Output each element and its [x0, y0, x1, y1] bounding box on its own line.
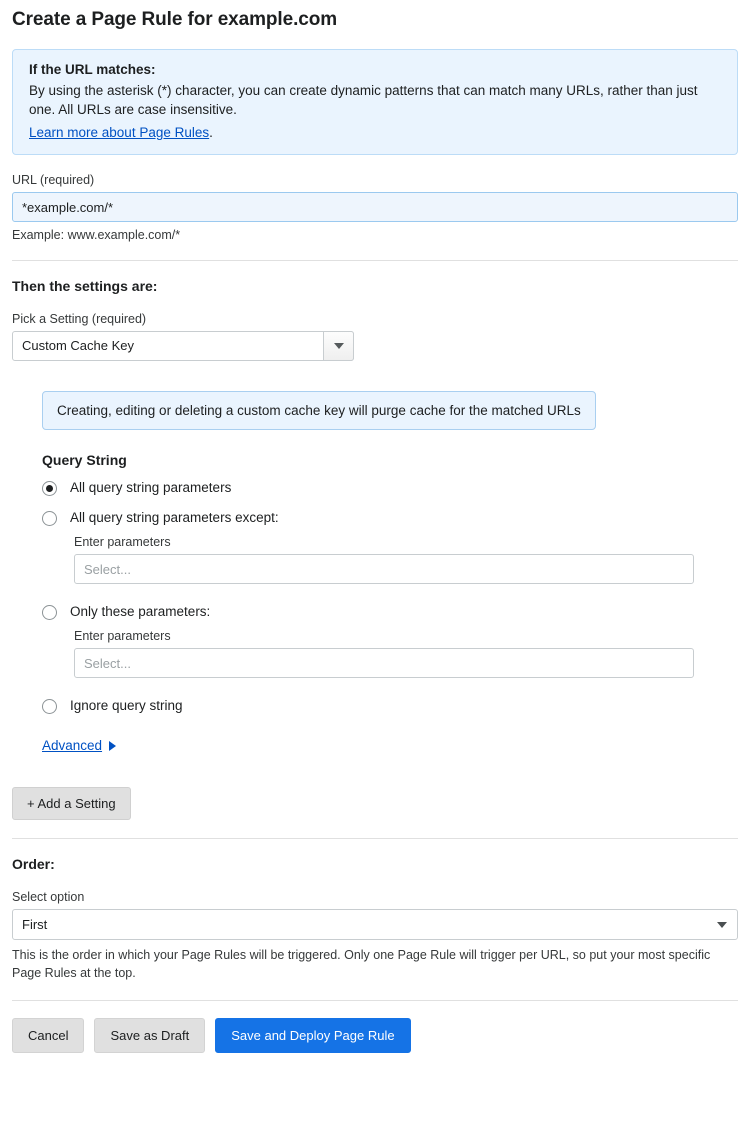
callout-text: By using the asterisk (*) character, you can create dynamic patterns that can match many URLs, rather than just one. All URLs are case insensitive.: [29, 83, 698, 117]
form-actions: [12, 1018, 738, 1053]
save-deploy-button[interactable]: Save and Deploy Page Rule: [215, 1018, 410, 1053]
save-draft-button[interactable]: Save as Draft: [94, 1018, 205, 1053]
radio-icon-ignore-query-string[interactable]: [42, 699, 57, 714]
radio-only-these-params[interactable]: [42, 604, 738, 620]
query-string-heading: Query String: [42, 452, 127, 468]
order-select-label: Select option: [12, 890, 85, 904]
order-select[interactable]: [12, 909, 738, 940]
callout-link-suffix: .: [209, 125, 213, 140]
advanced-toggle[interactable]: [42, 738, 738, 753]
divider-order: [12, 838, 738, 839]
url-match-callout: [12, 49, 738, 155]
radio-ignore-query-string[interactable]: [42, 698, 738, 714]
callout-heading: If the URL matches:: [29, 62, 156, 77]
add-setting-button[interactable]: + Add a Setting: [12, 787, 131, 820]
except-params-block: [74, 535, 738, 584]
radio-label-all-params: All query string parameters: [70, 480, 232, 495]
settings-heading: Then the settings are:: [12, 278, 158, 294]
setting-picker-label: Pick a Setting (required): [12, 312, 147, 326]
order-select-value[interactable]: First: [12, 909, 738, 940]
radio-all-query-string-parameters[interactable]: [42, 480, 738, 496]
divider-settings: [12, 260, 738, 261]
radio-label-all-params-except: All query string parameters except:: [70, 510, 279, 525]
custom-cache-key-settings: [42, 391, 738, 753]
setting-picker-value[interactable]: Custom Cache Key: [12, 331, 354, 361]
only-these-params-label: Enter parameters: [74, 629, 171, 643]
url-help-text: Example: www.example.com/*: [12, 228, 181, 242]
only-these-params-input[interactable]: [74, 648, 694, 678]
chevron-right-icon: [109, 741, 116, 751]
advanced-link[interactable]: Advanced: [42, 738, 103, 753]
order-help-text: This is the order in which your Page Rules will be triggered. Only one Page Rule will trigger per URL, so put your most specific Page Rules at the top.: [12, 948, 711, 980]
url-input[interactable]: [12, 192, 738, 222]
only-these-params-block: [74, 629, 738, 678]
chevron-down-icon: [334, 343, 344, 349]
order-heading: Order:: [12, 856, 55, 872]
radio-label-ignore-query-string: Ignore query string: [70, 698, 183, 713]
learn-more-link[interactable]: Learn more about Page Rules: [29, 125, 210, 140]
page-title: Create a Page Rule for example.com: [12, 9, 338, 30]
except-params-input[interactable]: [74, 554, 694, 584]
cancel-button[interactable]: Cancel: [12, 1018, 84, 1053]
radio-icon-only-these-params[interactable]: [42, 605, 57, 620]
purge-cache-note: Creating, editing or deleting a custom cache key will purge cache for the matched URLs: [42, 391, 596, 430]
radio-icon-all-params-except[interactable]: [42, 511, 57, 526]
setting-picker[interactable]: [12, 331, 354, 361]
page-rule-form: [0, 9, 750, 1139]
radio-icon-all-params[interactable]: [42, 481, 57, 496]
url-field-label: URL (required): [12, 173, 95, 187]
divider-footer: [12, 1000, 738, 1001]
chevron-down-icon: [717, 922, 727, 928]
except-params-label: Enter parameters: [74, 535, 171, 549]
setting-picker-dropdown-button[interactable]: [323, 331, 354, 361]
radio-all-params-except[interactable]: [42, 510, 738, 526]
radio-label-only-these-params: Only these parameters:: [70, 604, 211, 619]
